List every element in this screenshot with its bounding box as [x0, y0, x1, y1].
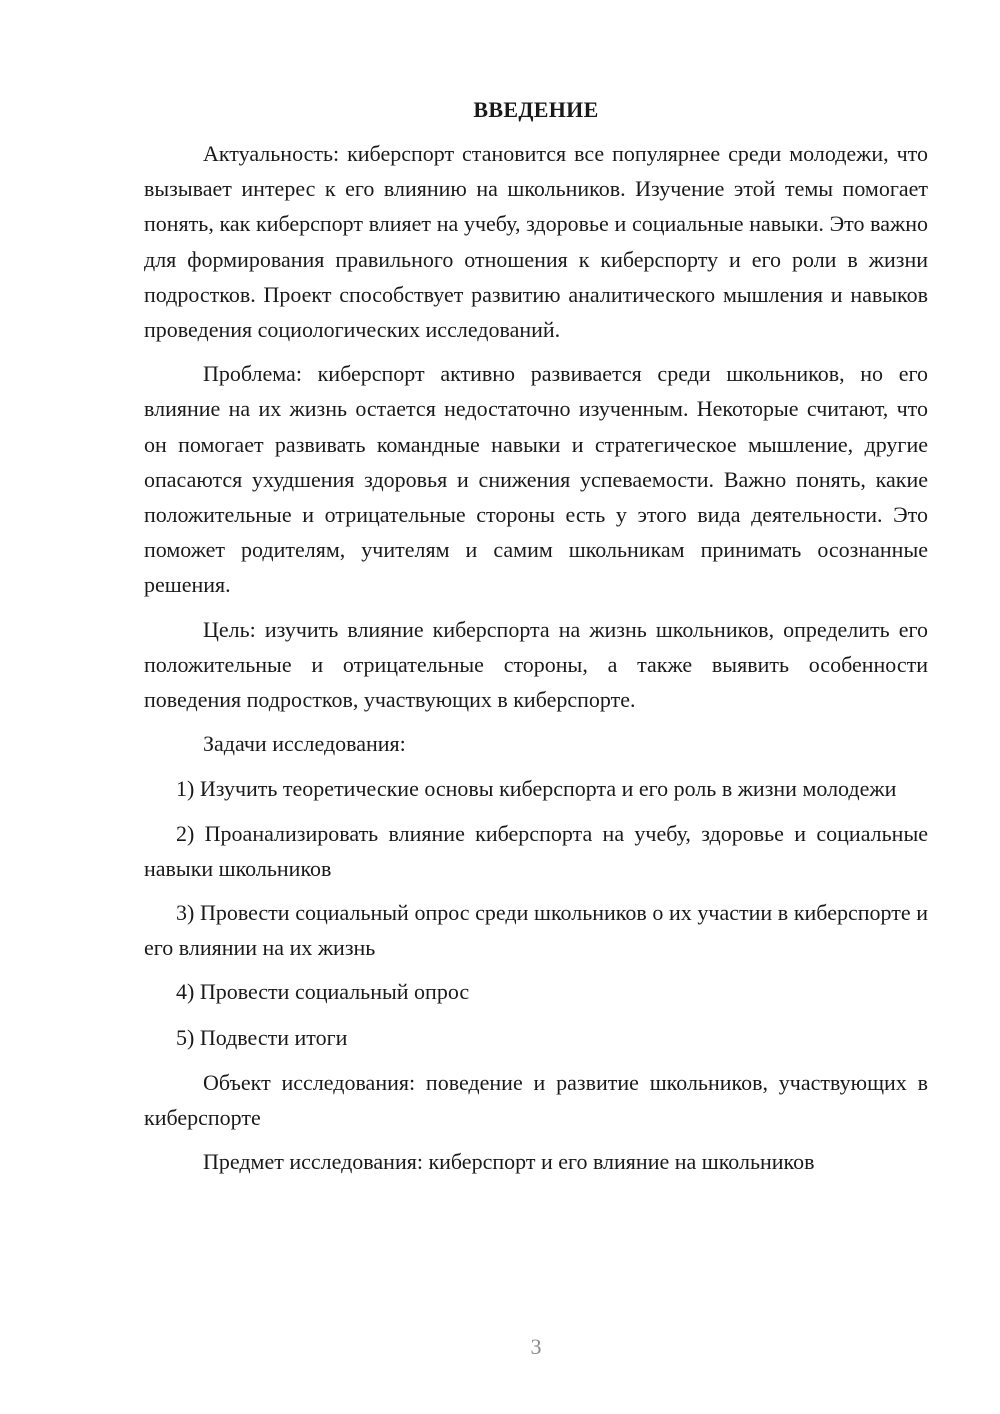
- task-item-5: 5) Подвести итоги: [176, 1024, 348, 1050]
- page-title: ВВЕДЕНИЕ: [473, 97, 599, 122]
- object-paragraph: Объект исследования: поведение и развитие школьников, участвующих в киберспорте: [144, 1069, 928, 1131]
- task-item-3: 3) Провести социальный опрос среди школьников о их участии в киберспорте и его влиянии на их жизнь: [144, 900, 928, 961]
- goal-paragraph: Цель: изучить влияние киберспорта на жизнь школьников, определить его положительные и отрицательные стороны, а также выявить особенности поведения подростков, участвующих в киберспорте.: [144, 616, 928, 713]
- task-item-2: 2) Проанализировать влияние киберспорта на учебу, здоровье и социальные навыки школьников: [144, 820, 928, 881]
- task-item-1: 1) Изучить теоретические основы киберспорта и его роль в жизни молодежи: [176, 776, 897, 802]
- subject-paragraph: Предмет исследования: киберспорт и его влияние на школьников: [203, 1149, 815, 1175]
- problem-paragraph: Проблема: киберспорт активно развивается среди школьников, но его влияние на их жизнь остается недостаточно изученным. Некоторые считают, что он помогает развивать командные навыки и стратегическое мышление, другие опасаются ухудшения здоровья и снижения успеваемости. Важно понять, какие положительные и отрицательные стороны есть у этого вида деятельности. Это поможет родителям, учителям и самим школьникам принимать осознанные решения.: [144, 361, 928, 598]
- relevance-paragraph: Актуальность: киберспорт становится все популярнее среди молодежи, что вызывает интерес к его влиянию на школьников. Изучение этой темы помогает понять, как киберспорт влияет на учебу, здоровье и социальные навыки. Это важно для формирования правильного отношения к киберспорту и его роли в жизни подростков. Проект способствует развитию аналитического мышления и навыков проведения социологических исследований.: [144, 141, 928, 343]
- task-item-4: 4) Провести социальный опрос: [176, 979, 470, 1005]
- page-number: 3: [530, 1334, 542, 1359]
- tasks-heading: Задачи исследования:: [203, 731, 406, 757]
